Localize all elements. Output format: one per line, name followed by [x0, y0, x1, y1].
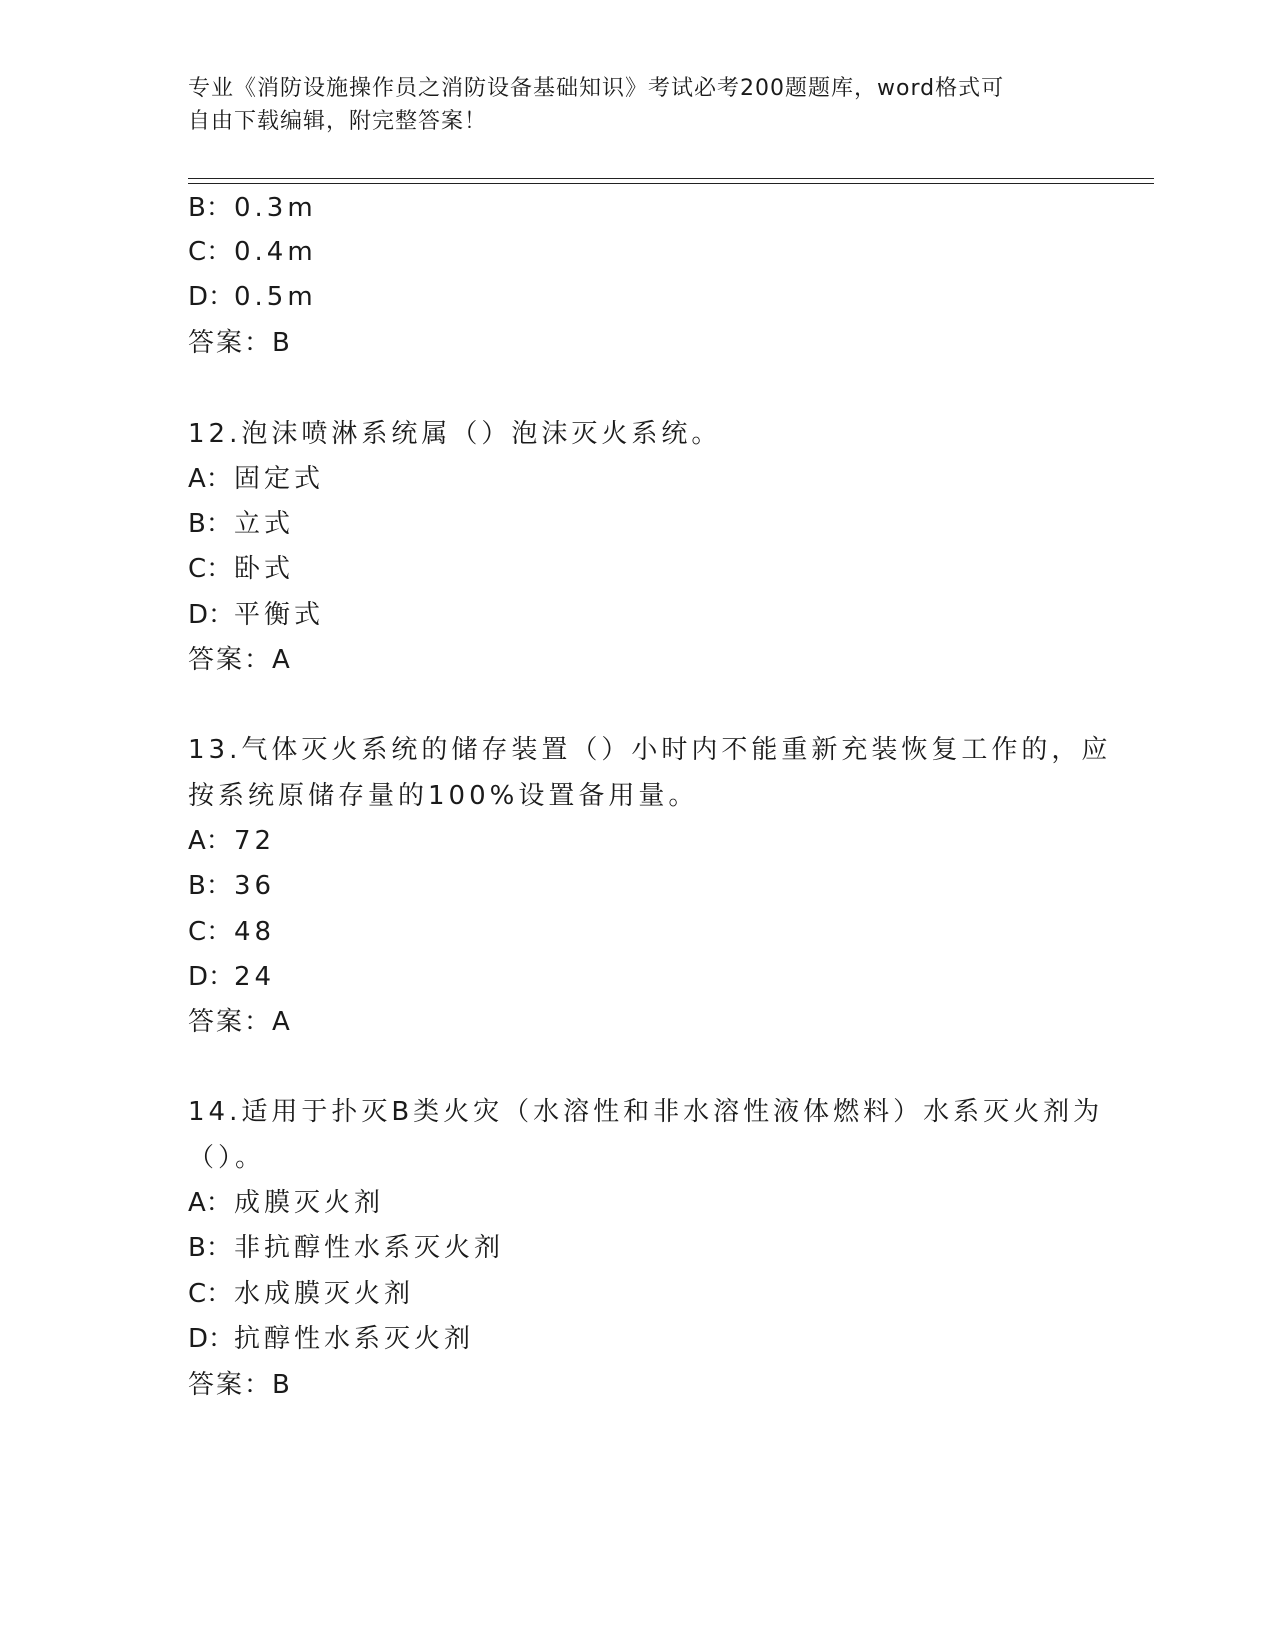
q13-answer: 答案：A — [188, 1007, 292, 1037]
q12-option-a — [188, 463, 324, 495]
header-divider-bottom — [188, 183, 1154, 184]
q12-option-c — [188, 553, 294, 585]
q13-option-b — [188, 870, 275, 902]
q13-option-d — [188, 961, 275, 993]
header-title-line-2: 自由下载编辑，附完整答案！ — [188, 109, 488, 134]
option-text: 卧式 — [234, 554, 295, 584]
option-text: 0.3m — [234, 193, 317, 223]
option-letter: C： — [188, 917, 233, 947]
option-text: 非抗醇性水系灭火剂 — [234, 1233, 505, 1263]
option-text: 72 — [234, 826, 276, 856]
option-letter: A： — [188, 1188, 232, 1218]
option-text: 水成膜灭火剂 — [234, 1279, 415, 1309]
q12-option-b — [188, 508, 294, 540]
q14-option-d — [188, 1323, 474, 1355]
option-letter: D： — [188, 962, 235, 992]
q14-option-c — [188, 1278, 414, 1310]
document-header — [188, 72, 1068, 138]
option-letter: B： — [188, 871, 232, 901]
q11-option-c — [188, 236, 317, 268]
option-text: 抗醇性水系灭火剂 — [234, 1324, 475, 1354]
option-letter: B： — [188, 193, 232, 223]
option-letter: D： — [188, 1324, 235, 1354]
q14-answer: 答案：B — [188, 1370, 292, 1400]
option-letter: D： — [188, 282, 235, 312]
option-text: 0.5m — [234, 282, 317, 312]
q12-option-d — [188, 599, 324, 631]
option-text: 0.4m — [234, 237, 317, 267]
option-letter: A： — [188, 464, 232, 494]
q12-question: 12.泡沫喷淋系统属（）泡沫灭火系统。 — [188, 419, 722, 449]
q13-question-line-1: 13.气体灭火系统的储存装置（）小时内不能重新充装恢复工作的，应 — [188, 735, 1112, 765]
option-text: 成膜灭火剂 — [234, 1188, 385, 1218]
option-letter: D： — [188, 600, 235, 630]
q14-question-line-1: 14.适用于扑灭B类火灾（水溶性和非水溶性液体燃料）水系灭火剂为 — [188, 1097, 1104, 1127]
option-letter: C： — [188, 237, 233, 267]
q13-question-line-2: 按系统原储存量的100%设置备用量。 — [188, 781, 699, 811]
option-letter: B： — [188, 1233, 232, 1263]
q14-option-b — [188, 1232, 504, 1264]
option-letter: C： — [188, 554, 233, 584]
option-letter: A： — [188, 826, 232, 856]
option-text: 24 — [234, 962, 276, 992]
option-letter: B： — [188, 509, 232, 539]
option-text: 平衡式 — [234, 600, 325, 630]
option-letter: C： — [188, 1279, 233, 1309]
q14-question-line-2: （）。 — [188, 1143, 266, 1173]
option-text: 立式 — [234, 509, 295, 539]
option-text: 固定式 — [234, 464, 325, 494]
q14-option-a — [188, 1187, 384, 1219]
header-title-line-1: 专业《消防设施操作员之消防设备基础知识》考试必考200题题库，word格式可 — [188, 76, 1005, 101]
option-text: 48 — [234, 917, 276, 947]
q11-option-d — [188, 281, 317, 313]
q11-option-b — [188, 192, 317, 224]
q11-answer: 答案：B — [188, 328, 292, 358]
q12-answer: 答案：A — [188, 645, 292, 675]
q13-option-a — [188, 825, 275, 857]
q13-option-c — [188, 916, 275, 948]
header-divider-top — [188, 178, 1154, 179]
option-text: 36 — [234, 871, 276, 901]
